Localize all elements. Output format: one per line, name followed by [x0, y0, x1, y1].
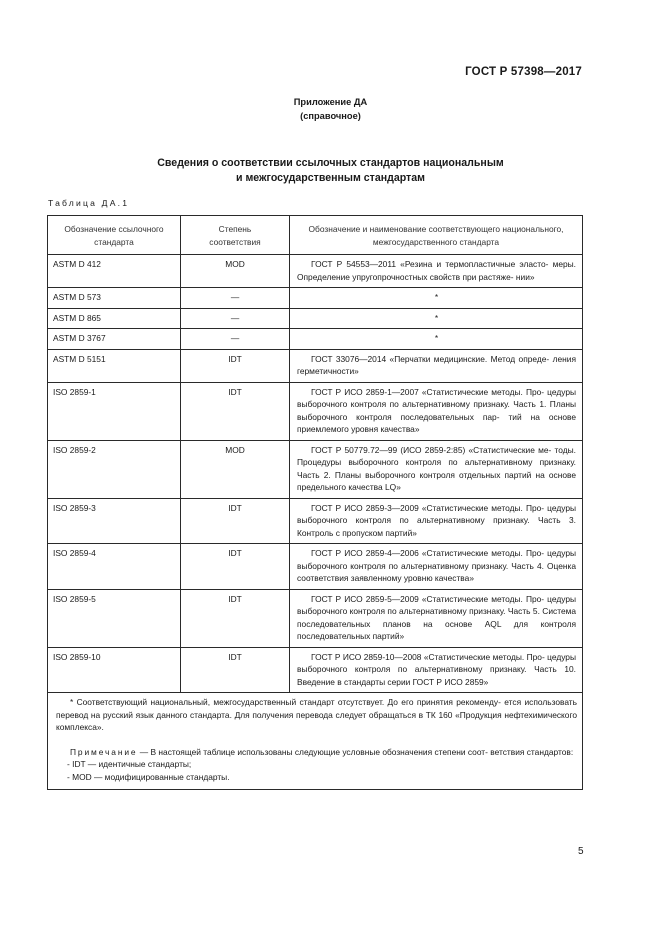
degree-cell: —	[181, 288, 290, 309]
degree-cell: IDT	[181, 382, 290, 440]
footnote: * Соответствующий национальный, межгосударственный стандарт отсутствует. До его принятия рекоменду- ется использовать перевод на русский язык данного стандарта. Для получения перевода следует обращаться в ТК 160 «Продукция нефтехимического комплекса».	[56, 697, 578, 732]
standard-text-line: цедуры выборочного контроля по альтернативному признаку.	[297, 651, 576, 674]
degree-cell: IDT	[181, 647, 290, 693]
standard-text-line: ГОСТ Р ИСО 2859-5—2009 «Статистические методы. Про-	[311, 593, 545, 604]
national-standard-cell	[290, 589, 583, 647]
table-row	[48, 382, 583, 440]
note-text-line-2: ветствия стандартов:	[490, 746, 574, 757]
correspondence-table	[47, 215, 583, 790]
degree-cell: MOD	[181, 440, 290, 498]
standard-text-line: меры. Определение упругопрочностных свойств при растяже-	[297, 259, 576, 282]
standard-text-line: цедуры выборочного контроля по альтернативному признаку.	[297, 593, 577, 616]
standard-text-line: партий на основе предельного качества LQ»	[297, 469, 576, 492]
note-item: - IDT — идентичные стандарты;	[67, 759, 192, 769]
standard-text-line: признаку. Часть 2. Планы выборочного контроля отдельных	[297, 457, 576, 480]
reference-standard-cell: ASTM D 865	[48, 308, 181, 329]
document-code: ГОСТ Р 57398—2017	[465, 66, 582, 78]
degree-cell: —	[181, 329, 290, 350]
national-standard-cell: *	[290, 329, 583, 350]
national-standard-cell	[290, 544, 583, 590]
note-label: Примечание	[70, 746, 138, 757]
standard-text-line: ГОСТ Р ИСО 2859-10—2008 «Статистические методы. Про-	[311, 651, 545, 662]
national-standard-cell	[290, 647, 583, 693]
national-standard-cell: *	[290, 288, 583, 309]
standard-text-line: ГОСТ Р ИСО 2859-1—2007 «Статистические методы. Про-	[311, 386, 545, 397]
standard-text-line: тий на основе приемлемого уровня качества»	[297, 411, 576, 434]
national-standard-cell	[290, 255, 583, 288]
degree-cell: MOD	[181, 255, 290, 288]
standard-text-line: контроля последовательных партий»	[297, 618, 576, 641]
section-title-line-1: Сведения о соответствии ссылочных стандартов национальным	[157, 157, 504, 169]
national-standard-cell	[290, 349, 583, 382]
column-header-reference: Обозначение ссылочного стандарта	[48, 216, 181, 255]
national-standard-cell	[290, 440, 583, 498]
note-text-line-1: — В настоящей таблице использованы следующие условные обозначения степени соот-	[137, 746, 488, 757]
table-header-row	[48, 216, 583, 255]
table-row	[48, 498, 583, 544]
column-header-national-standard: Обозначение и наименование соответствующего национального, межгосударственного стандарта	[290, 216, 583, 255]
national-standard-cell	[290, 382, 583, 440]
degree-cell: —	[181, 308, 290, 329]
reference-standard-cell: ASTM D 5151	[48, 349, 181, 382]
table-notes-cell	[48, 693, 583, 790]
standard-text-line: ГОСТ Р ИСО 2859-3—2009 «Статистические методы. Про-	[311, 502, 545, 513]
degree-cell: IDT	[181, 498, 290, 544]
section-title-line-2: и межгосударственным стандартам	[236, 172, 425, 184]
reference-standard-cell: ISO 2859-1	[48, 382, 181, 440]
table-body	[48, 255, 583, 693]
table-row	[48, 589, 583, 647]
annex-type: (справочное)	[300, 111, 361, 121]
degree-cell: IDT	[181, 544, 290, 590]
degree-cell: IDT	[181, 589, 290, 647]
annex-heading	[0, 95, 661, 123]
reference-standard-cell: ISO 2859-3	[48, 498, 181, 544]
standard-text-line: Часть 5. Система последовательных планов на основе AQL для	[297, 606, 577, 629]
table-row	[48, 440, 583, 498]
reference-standard-cell: ISO 2859-5	[48, 589, 181, 647]
annex-title: Приложение ДА	[293, 97, 368, 107]
degree-cell: IDT	[181, 349, 290, 382]
reference-standard-cell: ISO 2859-2	[48, 440, 181, 498]
standard-text-line: цедуры выборочного контроля по альтернативному признаку.	[297, 502, 577, 525]
standard-text-line: цедуры выборочного контроля по альтернативному признаку.	[297, 386, 577, 409]
table-row	[48, 308, 583, 329]
reference-standard-cell: ISO 2859-4	[48, 544, 181, 590]
standard-text-line: нии»	[515, 271, 535, 282]
standard-text-line: ГОСТ 33076—2014 «Перчатки медицинские. Метод опреде-	[311, 353, 550, 364]
reference-standard-cell: ASTM D 573	[48, 288, 181, 309]
section-title	[0, 156, 661, 186]
table-row	[48, 349, 583, 382]
table-row	[48, 647, 583, 693]
national-standard-cell: *	[290, 308, 583, 329]
table-notes-row	[48, 693, 583, 790]
page-number: 5	[578, 846, 584, 857]
table-row	[48, 544, 583, 590]
note-item: - MOD — модифицированные стандарты.	[67, 771, 230, 782]
standard-text-line: Часть 10. Введение в стандарты серии ГОСТ Р ИСО 2859»	[297, 664, 576, 687]
standard-text-line: ГОСТ Р 54553—2011 «Резина и термопластичные эласто-	[311, 259, 549, 269]
reference-standard-cell: ASTM D 412	[48, 255, 181, 288]
standard-text-line: Часть 1. Планы выборочного контроля последовательных пар-	[297, 399, 577, 422]
standard-text-line: Часть 3. Контроль с пропуском партий»	[297, 515, 576, 538]
standard-text-line: ГОСТ Р ИСО 2859-4—2006 «Статистические методы. Про-	[311, 548, 545, 558]
table-row	[48, 288, 583, 309]
standard-text-line: цедуры выборочного контроля по альтернативному признаку.	[297, 548, 577, 571]
column-header-degree: Степень соответствия	[181, 216, 290, 255]
table-caption: Таблица ДА.1	[48, 198, 130, 208]
note	[56, 746, 577, 759]
table-row	[48, 255, 583, 288]
national-standard-cell	[290, 498, 583, 544]
reference-standard-cell: ASTM D 3767	[48, 329, 181, 350]
standard-text-line: Часть 4. Оценка соответствия заявленному уровню качества»	[297, 560, 576, 583]
standard-text-line: ГОСТ Р 50779.72—99 (ИСО 2859-2:85) «Статистические ме-	[311, 444, 552, 455]
table-row	[48, 329, 583, 350]
reference-standard-cell: ISO 2859-10	[48, 647, 181, 693]
standard-text-line: ления герметичности»	[297, 353, 576, 376]
standard-text-line: тоды. Процедуры выборочного контроля по альтернативному	[297, 444, 576, 467]
